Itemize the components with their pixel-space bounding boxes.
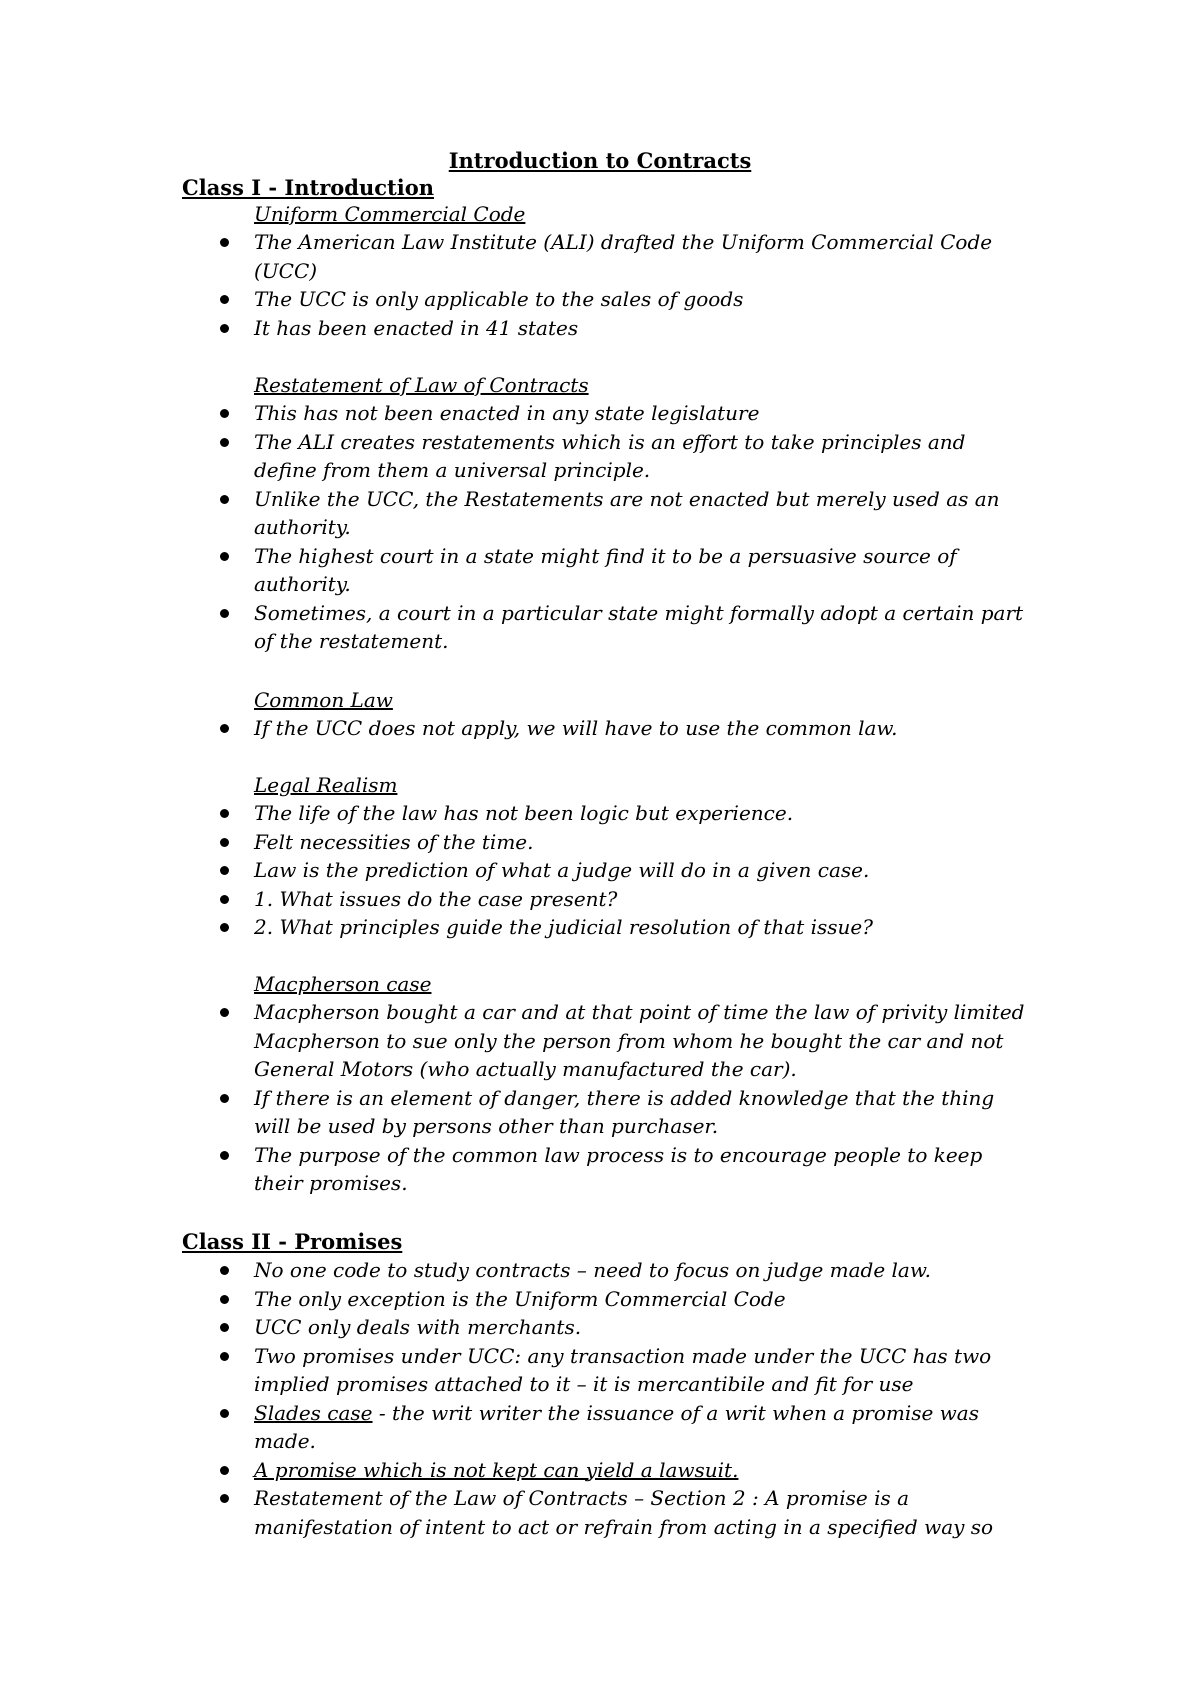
bullet-icon xyxy=(220,1494,229,1503)
bullet-icon xyxy=(220,1295,229,1304)
class-2-heading: Class II - Promises xyxy=(182,1229,403,1254)
bullet-icon xyxy=(220,295,229,304)
list-item: Unlike the UCC, the Restatements are not enacted but merely used as an authority. xyxy=(212,485,1032,542)
list-item: Macpherson bought a car and at that point of time the law of privity limited Macpherson to sue only the person from whom he bought the car and not General Motors (who actually manufactured the car). xyxy=(212,998,1032,1084)
macpherson-subheading: Macpherson case xyxy=(254,972,432,996)
ucc-bullets xyxy=(212,228,1032,342)
bullet-icon xyxy=(220,552,229,561)
bullet-icon xyxy=(220,1266,229,1275)
bullet-icon xyxy=(220,724,229,733)
list-item: Felt necessities of the time. xyxy=(212,828,1032,857)
restatement-subheading: Restatement of Law of Contracts xyxy=(254,373,589,397)
bullet-icon xyxy=(220,838,229,847)
list-item: UCC only deals with merchants. xyxy=(212,1313,1032,1342)
common-law-subheading: Common Law xyxy=(254,688,393,712)
list-item xyxy=(212,1456,1032,1485)
slades-case-term: Slades case xyxy=(254,1400,373,1425)
list-item: The ALI creates restatements which is an effort to take principles and define from them a universal principle. xyxy=(212,428,1032,485)
legal-realism-bullets xyxy=(212,799,1032,942)
bullet-icon xyxy=(220,438,229,447)
ucc-subheading: Uniform Commercial Code xyxy=(254,202,526,226)
restatement-bullets xyxy=(212,399,1032,656)
macpherson-bullets xyxy=(212,998,1032,1198)
common-law-bullets xyxy=(212,714,1032,743)
bullet-icon xyxy=(220,238,229,247)
list-item: It has been enacted in 41 states xyxy=(212,314,1032,343)
class-1-heading: Class I - Introduction xyxy=(182,175,434,200)
bullet-icon xyxy=(220,609,229,618)
list-item: If there is an element of danger, there is added knowledge that the thing will be used by persons other than purchaser. xyxy=(212,1084,1032,1141)
list-item: Sometimes, a court in a particular state might formally adopt a certain part of the restatement. xyxy=(212,599,1032,656)
list-item: Restatement of the Law of Contracts – Section 2 : A promise is a manifestation of intent to act or refrain from acting in a specified way so xyxy=(212,1484,1032,1541)
bullet-icon xyxy=(220,809,229,818)
list-item: The purpose of the common law process is to encourage people to keep their promises. xyxy=(212,1141,1032,1198)
list-item: The American Law Institute (ALI) drafted the Uniform Commercial Code (UCC) xyxy=(212,228,1032,285)
list-item: This has not been enacted in any state legislature xyxy=(212,399,1032,428)
bullet-icon xyxy=(220,1094,229,1103)
list-item: 1. What issues do the case present? xyxy=(212,885,1032,914)
bullet-icon xyxy=(220,1323,229,1332)
list-item: 2. What principles guide the judicial resolution of that issue? xyxy=(212,913,1032,942)
document-title: Introduction to Contracts xyxy=(448,148,752,173)
bullet-icon xyxy=(220,1466,229,1475)
list-item: Law is the prediction of what a judge will do in a given case. xyxy=(212,856,1032,885)
bullet-icon xyxy=(220,1008,229,1017)
list-item: If the UCC does not apply, we will have to use the common law. xyxy=(212,714,1032,743)
list-item: The UCC is only applicable to the sales of goods xyxy=(212,285,1032,314)
kept-promise-text: A promise which is not kept can yield a lawsuit. xyxy=(254,1457,739,1482)
bullet-icon xyxy=(220,1409,229,1418)
legal-realism-subheading: Legal Realism xyxy=(254,773,398,797)
bullet-icon xyxy=(220,1151,229,1160)
bullet-icon xyxy=(220,866,229,875)
class-2-bullets xyxy=(212,1256,1032,1541)
bullet-icon xyxy=(220,495,229,504)
bullet-icon xyxy=(220,895,229,904)
slades-case-text: - the writ writer the issuance of a writ when a promise was made. xyxy=(254,1400,979,1453)
bullet-icon xyxy=(220,324,229,333)
list-item: The only exception is the Uniform Commercial Code xyxy=(212,1285,1032,1314)
list-item xyxy=(212,1399,1032,1456)
list-item: The highest court in a state might find it to be a persuasive source of authority. xyxy=(212,542,1032,599)
list-item: No one code to study contracts – need to focus on judge made law. xyxy=(212,1256,1032,1285)
bullet-icon xyxy=(220,1352,229,1361)
list-item: Two promises under UCC: any transaction made under the UCC has two implied promises attached to it – it is mercantibile and fit for use xyxy=(212,1342,1032,1399)
list-item: The life of the law has not been logic but experience. xyxy=(212,799,1032,828)
bullet-icon xyxy=(220,409,229,418)
bullet-icon xyxy=(220,923,229,932)
